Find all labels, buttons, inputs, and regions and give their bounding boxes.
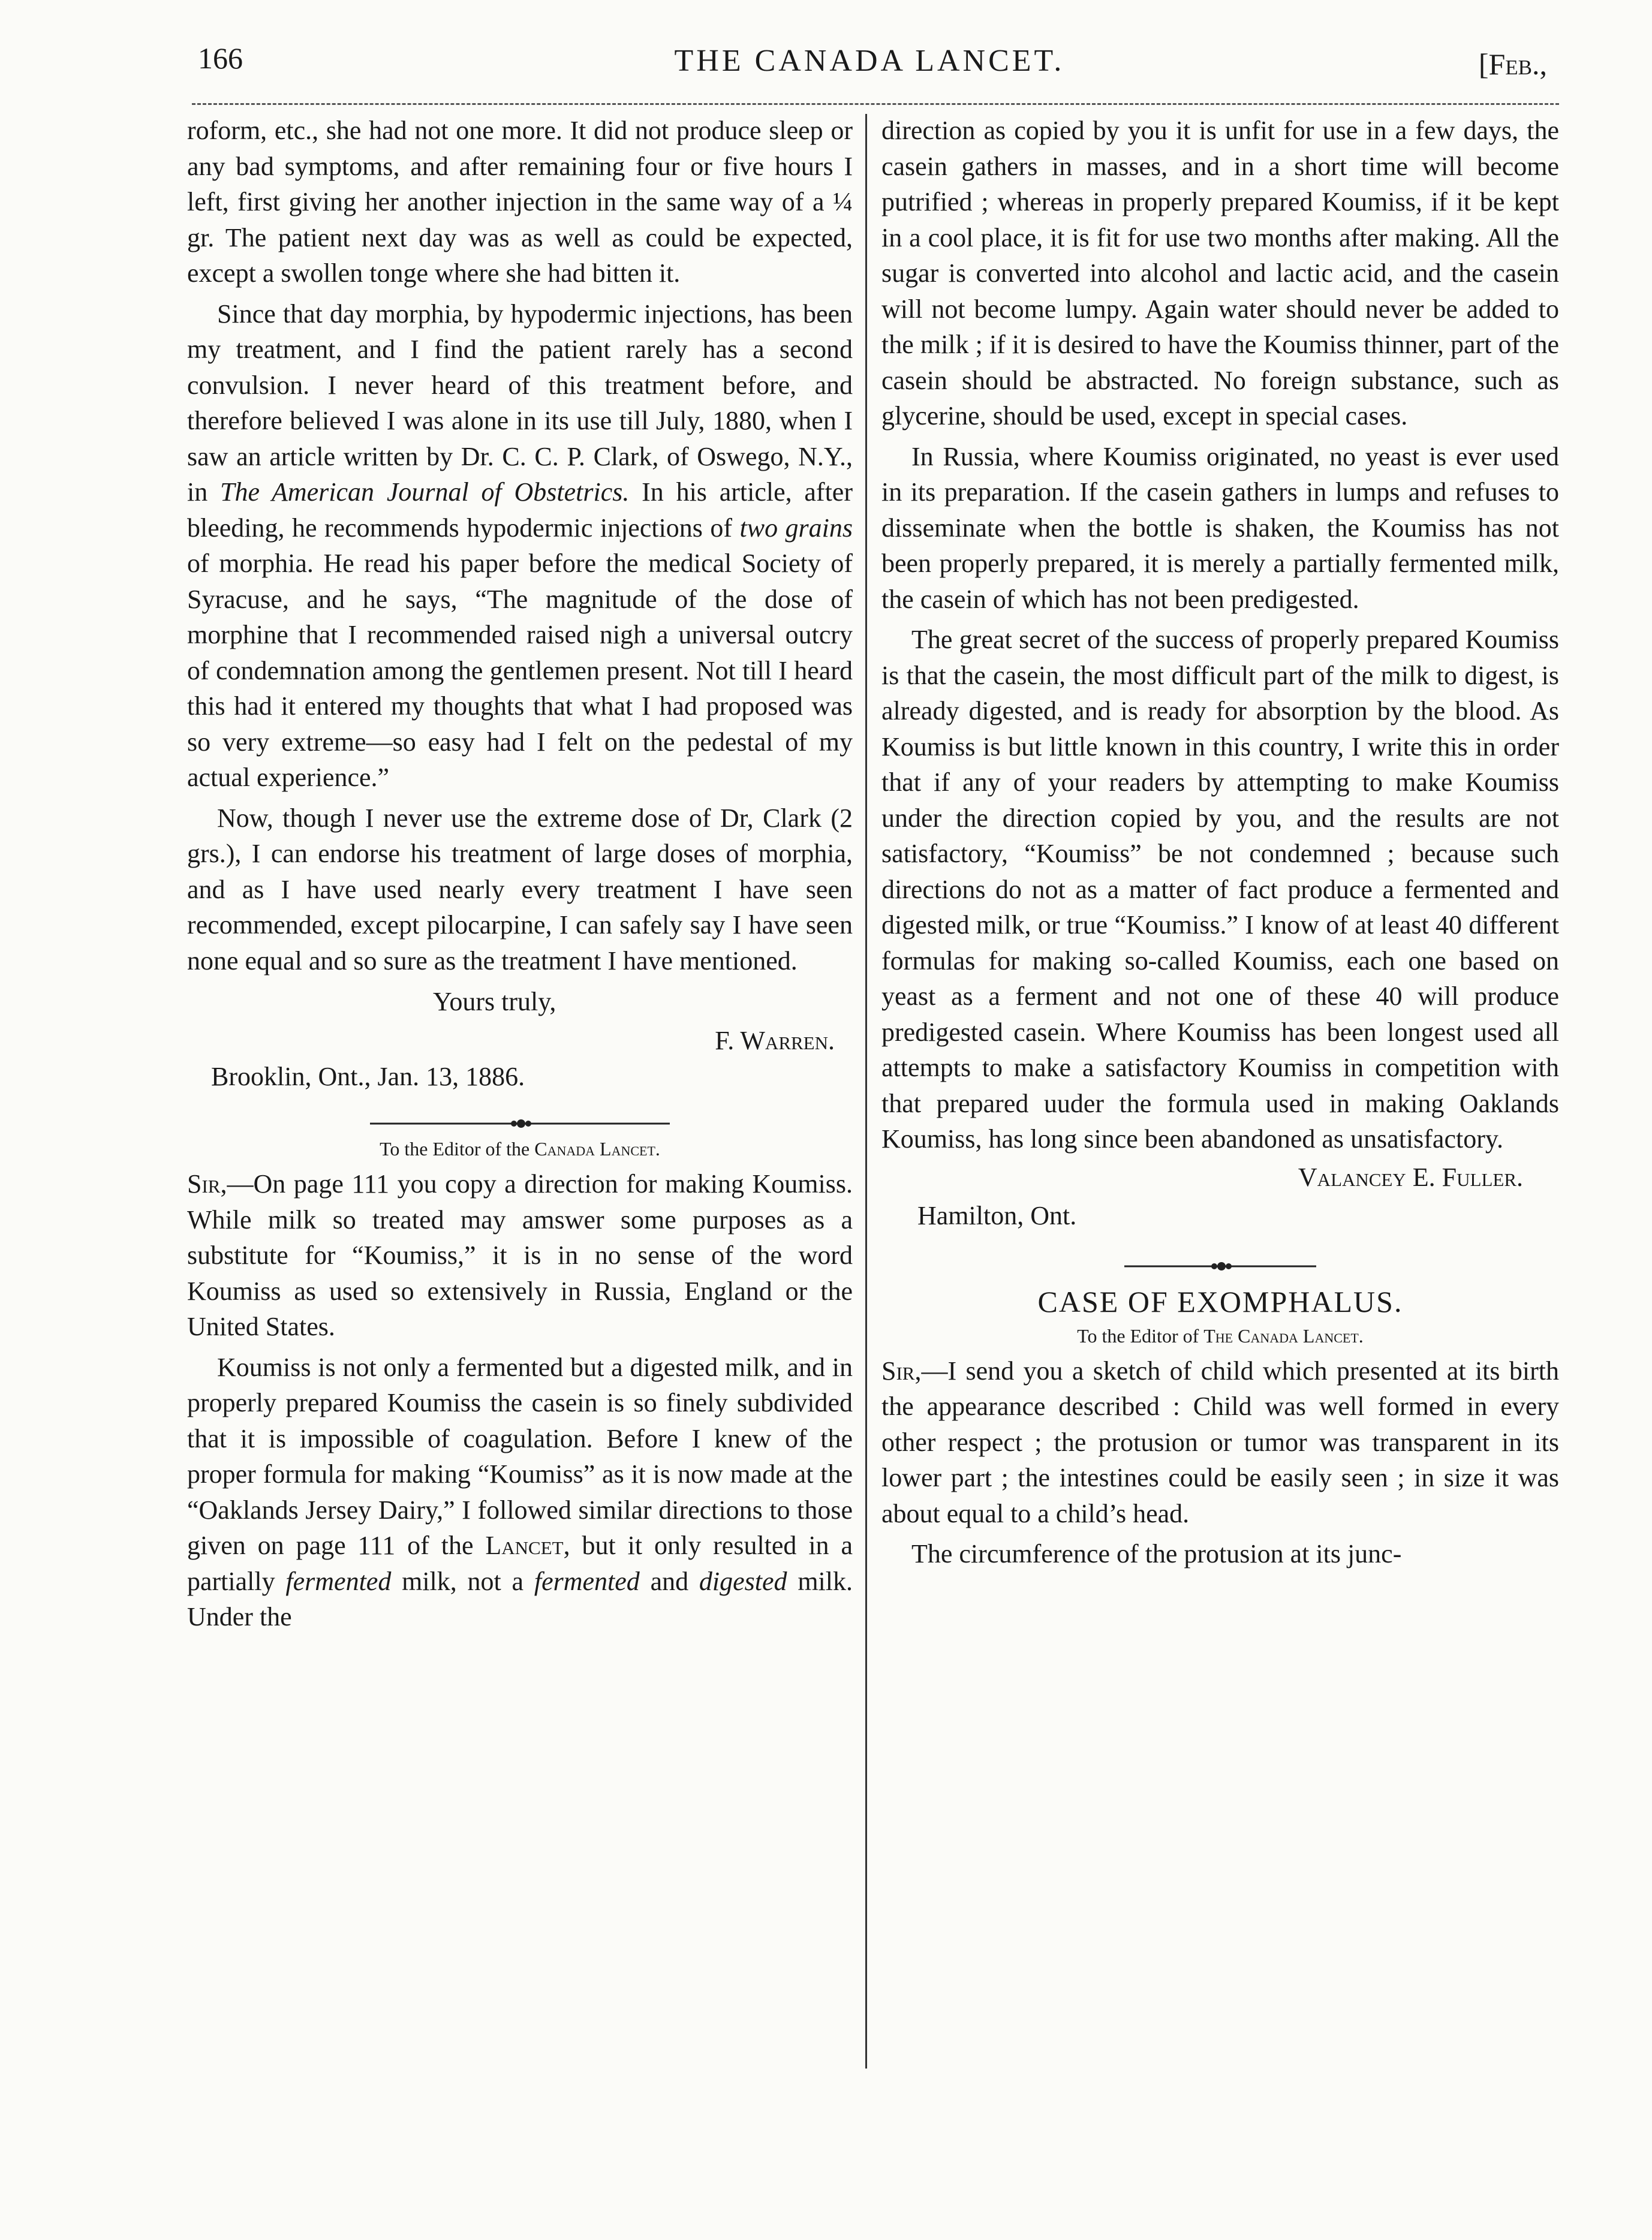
signer-name: F. Warren. [715, 1026, 835, 1055]
place: Hamilton, Ont. [917, 1200, 1077, 1230]
paragraph [187, 1166, 853, 1345]
text-run: milk, not a [391, 1566, 534, 1596]
publication-name: The Canada Lancet. [1203, 1324, 1364, 1347]
text-run: Since that day morphia, by hypodermic injections, has been my treatment, and I find the patient rarely has a second convulsion. I never heard of this treatment before, and therefore believed I was alone in its use till July, 1880, when I saw an article written by Dr. C. C. P. Clark, of Oswego, N.Y., in [187, 299, 853, 507]
text-run: In his article, after bleeding, he recommends hypodermic injections of [187, 477, 853, 543]
left-column [187, 113, 853, 1640]
paragraph: The great secret of the success of properly prepared Koumiss is that the casein, the most difficult part of the milk to digest, is already digested, and is ready for absorption by the blood. As Koumiss is but little known in this country, I write this in order that if any of your readers by attempting to make Koumiss under the direction copied by you, and the results are not satisfactory, “Koumiss” be not condemned ; because such directions do not as a matter of fact produce a fermented and digested milk, or true “Koumiss.” I know of at least 40 different formulas for making so-called Koumiss, each one based on yeast as a ferment and not one of these 40 will produce predigested casein. Where Koumiss has been longest used all attempts to make a satisfactory Koumiss in competition with that prepared uuder the formula used in making Oaklands Koumiss, has long since been abandoned as unsatisfactory. [881, 625, 1559, 1154]
emphasis: digested [699, 1566, 787, 1596]
signature-block [187, 983, 853, 1109]
text-run: of morphia. He read his paper before the medical Society of Syracuse, and he says, “The magnitude of the dose of morphine that I recommended raised nigh a universal outcry of condemnation among the gentlemen present. Not till I heard this had it entered my thoughts that what I had proposed was so very extreme—so easy had I felt on the pedestal of my actual experience.” [187, 549, 853, 792]
paragraph [881, 1353, 1559, 1532]
section-title: CASE OF EXOMPHALUS. [1037, 1284, 1403, 1318]
right-column [881, 113, 1559, 1577]
salutation: Sir, [187, 1169, 227, 1199]
text-run: Koumiss is not only a fermented but a digested milk, and in properly prepared Koumiss the casein is so finely subdivided that it is impossible of coagulation. Before I knew of the proper formula for making “Koumiss” as it is now made at the “Oaklands Jersey Dairy,” I followed similar directions to those given on page 111 of the [187, 1352, 853, 1560]
text-run: —On page 111 you copy a direction for making Koumiss. While milk so treated may amswer some purposes as a substitute for “Koumiss,” it is in no sense of the word Koumiss as used so extensively in Russia, England or the United States. [187, 1169, 853, 1341]
paragraph: roform, etc., she had not one more. It did not produce sleep or any bad symptoms, and after remaining four or five hours I left, first giving her another injection in the same way of a ¼ gr. The patient next day was as well as could be expected, except a swollen tonge where she had bitten it. [187, 116, 853, 288]
text-run: but it only resulted in a partially [187, 1531, 853, 1596]
text-run: To the Editor of [1077, 1324, 1204, 1347]
signer-name: Valancey E. Fuller. [1298, 1162, 1523, 1192]
journal-title: The American Journal of Obstetrics. [220, 477, 630, 507]
signature-block [881, 1162, 1559, 1252]
paragraph [187, 296, 853, 796]
editor-line [881, 1325, 1559, 1347]
emphasis: fermented [285, 1566, 392, 1596]
paragraph: The circumference of the protusion at its junc- [911, 1539, 1402, 1568]
text-run: —I send you a sketch of child which presented at its birth the appearance described : Child was well formed in every other respect ; the protusion or tumor was transparent in its lower part ; the intestines could be easily seen ; in size it was about equal to a child’s head. [881, 1356, 1559, 1528]
section-mark: [Feb., [1478, 47, 1547, 81]
text-run: To the Editor of the [380, 1138, 535, 1160]
text-run: and [639, 1566, 699, 1596]
editor-line [187, 1138, 853, 1160]
closing: Yours truly, [433, 987, 556, 1016]
dose-emphasis: two grains [739, 513, 853, 543]
paragraph: In Russia, where Koumiss originated, no yeast is ever used in its preparation. If the casein gathers in lumps and refuses to disseminate when the bottle is shaken, the Koumiss has not been properly prepared, it is merely a partially fermented milk, the casein of which has not been predigested. [881, 441, 1559, 614]
paragraph: Now, though I never use the extreme dose of Dr, Clark (2 grs.), I can endorse his treatment of large doses of morphia, and as I have used nearly every treatment I have seen recommended, except pilocarpine, I can safely say I have seen none equal and so sure as the treatment I have mentioned. [187, 803, 853, 976]
ornament-rule [370, 1118, 670, 1130]
text-run: milk. Under the [187, 1566, 853, 1631]
page-header [180, 41, 1559, 101]
salutation: Sir, [881, 1356, 922, 1386]
running-title: THE CANADA LANCET. [674, 44, 1065, 78]
paragraph: direction as copied by you it is unfit for use in a few days, the casein gathers in masses, and in a short time will become putrified ; whereas in properly prepared Koumiss, if it be kept in a cool place, it is fit for use two months after making. All the sugar is converted into alcohol and lactic acid, and the casein will not become lumpy. Again water should never be added to the milk ; if it is desired to have the Koumiss thinner, part of the casein should be abstracted. No foreign substance, such as glycerine, should be used, except in special cases. [881, 116, 1559, 430]
column-divider [865, 114, 867, 2069]
emphasis: fermented [534, 1566, 640, 1596]
publication-name: Canada Lancet. [534, 1138, 660, 1160]
header-rule [192, 103, 1559, 105]
page-number: 166 [198, 41, 243, 75]
publication-name: Lancet, [485, 1531, 570, 1560]
paragraph [187, 1350, 853, 1635]
place-date: Brooklin, Ont., Jan. 13, 1886. [211, 1062, 525, 1091]
ornament-rule [1124, 1260, 1316, 1272]
